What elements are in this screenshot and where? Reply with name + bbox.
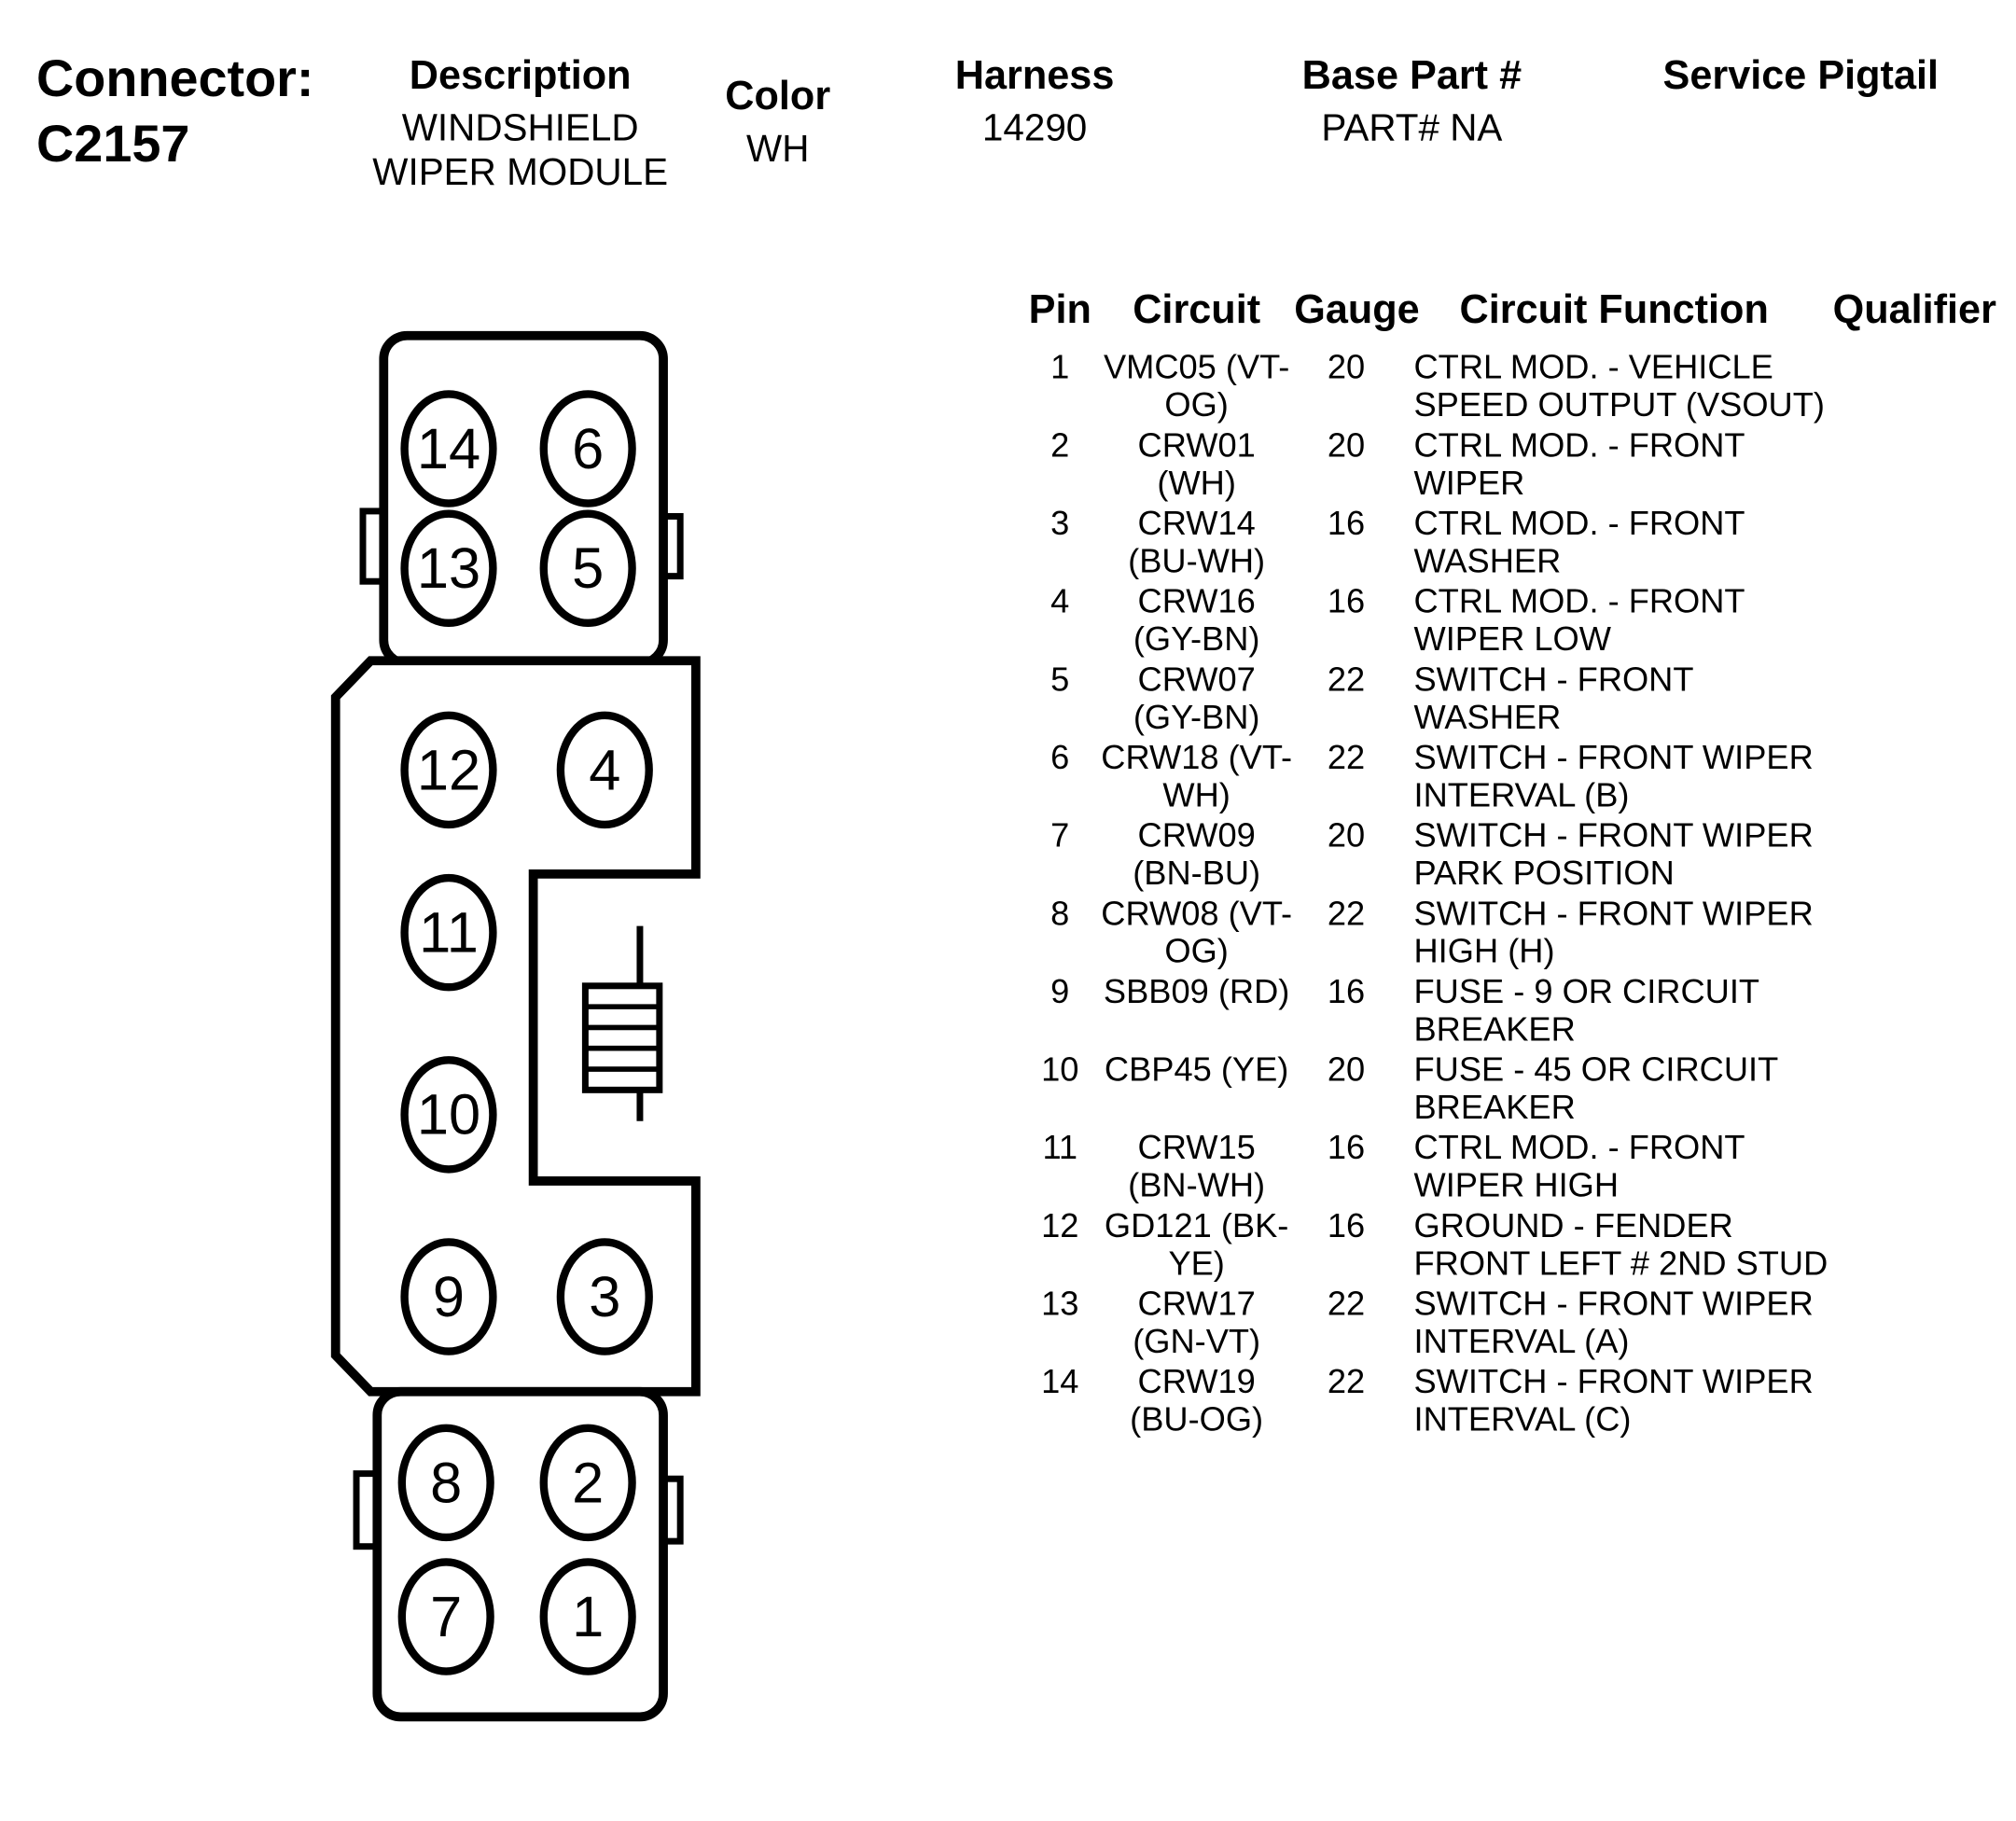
- pin-13-number: 13: [416, 535, 481, 601]
- cell-pin: 3: [1050, 503, 1070, 543]
- pin-10-number: 10: [416, 1081, 481, 1147]
- pin-4-number: 4: [589, 737, 621, 802]
- pin-1-number: 1: [572, 1583, 605, 1648]
- cell-circuit-function: CTRL MOD. - FRONT WIPER HIGH: [1413, 1127, 1745, 1205]
- table-row: [1021, 817, 1998, 896]
- cell-gauge: 20: [1327, 424, 1366, 465]
- pin-5-number: 5: [572, 535, 605, 601]
- pin-8-number: 8: [430, 1450, 463, 1515]
- cell-circuit: CRW07 (GY-BN): [1133, 659, 1260, 737]
- cell-gauge: 22: [1327, 1284, 1366, 1323]
- header-col-service-pigtail: [1641, 52, 1960, 107]
- cell-circuit: CRW18 (VT-WH): [1101, 737, 1293, 814]
- header-col-base-part: [1259, 52, 1565, 151]
- cell-pin: 1: [1050, 347, 1070, 387]
- pin-table: [1021, 286, 1998, 1441]
- base-part-value: PART# NA: [1321, 107, 1503, 150]
- table-row: [1021, 1207, 1998, 1286]
- cell-circuit: CRW19 (BU-OG): [1130, 1361, 1264, 1439]
- cell-gauge: 20: [1327, 1050, 1366, 1089]
- cell-gauge: 22: [1327, 1361, 1366, 1401]
- cell-circuit-function: CTRL MOD. - FRONT WASHER: [1413, 503, 1745, 580]
- cell-gauge: 16: [1327, 503, 1366, 543]
- cell-gauge: 22: [1327, 737, 1366, 777]
- table-row: [1021, 660, 1998, 739]
- cell-gauge: 16: [1327, 581, 1366, 621]
- pin-6-number: 6: [572, 415, 605, 480]
- cell-pin: 10: [1041, 1050, 1079, 1089]
- cell-circuit-function: SWITCH - FRONT WIPER INTERVAL (B): [1413, 737, 1814, 814]
- cell-gauge: 22: [1327, 893, 1366, 933]
- cell-circuit-function: SWITCH - FRONT WASHER: [1413, 659, 1693, 737]
- cell-circuit-function: SWITCH - FRONT WIPER HIGH (H): [1413, 893, 1814, 971]
- cell-pin: 14: [1041, 1361, 1079, 1401]
- table-row: [1021, 1129, 1998, 1207]
- col-header-function: Circuit Function: [1459, 285, 1769, 332]
- harness-heading: Harness: [954, 51, 1115, 98]
- cell-circuit-function: FUSE - 45 OR CIRCUIT BREAKER: [1413, 1050, 1778, 1127]
- table-row: [1021, 349, 1998, 427]
- latch-box: [585, 986, 659, 1091]
- cell-pin: 6: [1050, 737, 1070, 777]
- cell-pin: 8: [1050, 893, 1070, 933]
- description-value: WINDSHIELD WIPER MODULE: [372, 107, 669, 194]
- pin-table-header-row: [1021, 286, 1998, 333]
- cell-pin: 9: [1050, 971, 1070, 1011]
- cell-gauge: 20: [1327, 347, 1366, 387]
- cell-circuit: GD121 (BK-YE): [1104, 1205, 1289, 1283]
- service-pigtail-heading: Service Pigtail: [1662, 51, 1940, 98]
- table-row: [1021, 739, 1998, 817]
- cell-circuit: CRW09 (BN-BU): [1133, 815, 1261, 893]
- cell-pin: 7: [1050, 815, 1070, 855]
- cell-circuit: CRW17 (GN-VT): [1133, 1284, 1261, 1361]
- table-row: [1021, 426, 1998, 505]
- pin-table-body: [1021, 349, 1998, 1441]
- pin-2-number: 2: [572, 1450, 605, 1515]
- pin-14-number: 14: [416, 415, 481, 480]
- pin-7-number: 7: [430, 1583, 463, 1648]
- cell-circuit-function: CTRL MOD. - VEHICLE SPEED OUTPUT (VSOUT): [1413, 347, 1825, 424]
- table-row: [1021, 505, 1998, 583]
- table-row: [1021, 1363, 1998, 1441]
- pin-9-number: 9: [432, 1263, 466, 1328]
- cell-circuit: CBP45 (YE): [1104, 1050, 1289, 1089]
- cell-circuit: CRW14 (BU-WH): [1128, 503, 1266, 580]
- cell-gauge: 16: [1327, 1205, 1366, 1245]
- table-row: [1021, 973, 1998, 1051]
- table-row: [1021, 583, 1998, 661]
- pin-11-number: 11: [419, 899, 479, 965]
- cell-circuit-function: FUSE - 9 OR CIRCUIT BREAKER: [1413, 971, 1759, 1049]
- table-row: [1021, 895, 1998, 973]
- cell-gauge: 16: [1327, 1127, 1366, 1167]
- cell-circuit: CRW01 (WH): [1137, 424, 1256, 503]
- cell-gauge: 16: [1327, 971, 1366, 1011]
- cell-circuit: VMC05 (VT-OG): [1103, 347, 1290, 424]
- pin-3-number: 3: [589, 1263, 621, 1328]
- cell-circuit-function: CTRL MOD. - FRONT WIPER: [1413, 424, 1745, 503]
- cell-pin: 13: [1041, 1284, 1079, 1323]
- col-header-pin: Pin: [1028, 285, 1091, 332]
- cell-circuit-function: SWITCH - FRONT WIPER INTERVAL (A): [1413, 1284, 1814, 1361]
- table-row: [1021, 1051, 1998, 1130]
- color-value: WH: [746, 129, 810, 171]
- cell-circuit: CRW08 (VT-OG): [1101, 893, 1293, 971]
- cell-gauge: 22: [1327, 659, 1366, 699]
- header-col-harness: [921, 52, 1148, 151]
- cell-pin: 2: [1050, 424, 1070, 465]
- connector-diagram: [0, 0, 781, 1821]
- cell-circuit: SBB09 (RD): [1103, 971, 1290, 1011]
- cell-circuit-function: SWITCH - FRONT WIPER PARK POSITION: [1413, 815, 1814, 893]
- base-part-heading: Base Part #: [1301, 51, 1522, 98]
- cell-circuit-function: GROUND - FENDER FRONT LEFT # 2ND STUD: [1413, 1205, 1828, 1283]
- table-row: [1021, 1285, 1998, 1363]
- cell-pin: 4: [1050, 581, 1070, 621]
- harness-value: 14290: [981, 107, 1088, 150]
- col-header-qualifier: Qualifier: [1832, 285, 1996, 332]
- color-heading: Color: [725, 73, 831, 118]
- col-header-circuit: Circuit: [1133, 285, 1261, 332]
- cell-circuit: CRW15 (BN-WH): [1128, 1127, 1266, 1205]
- cell-gauge: 20: [1327, 815, 1366, 855]
- col-header-gauge: Gauge: [1294, 285, 1420, 332]
- cell-pin: 5: [1050, 659, 1070, 699]
- cell-pin: 11: [1042, 1127, 1078, 1167]
- connector-label: Connector:: [36, 50, 314, 108]
- cell-circuit-function: CTRL MOD. - FRONT WIPER LOW: [1413, 581, 1745, 659]
- cell-circuit-function: SWITCH - FRONT WIPER INTERVAL (C): [1413, 1361, 1814, 1439]
- pin-12-number: 12: [416, 737, 481, 802]
- description-heading: Description: [409, 51, 632, 98]
- cell-circuit: CRW16 (GY-BN): [1133, 581, 1260, 659]
- cell-pin: 12: [1041, 1205, 1079, 1245]
- connector-id: C2157: [36, 116, 190, 174]
